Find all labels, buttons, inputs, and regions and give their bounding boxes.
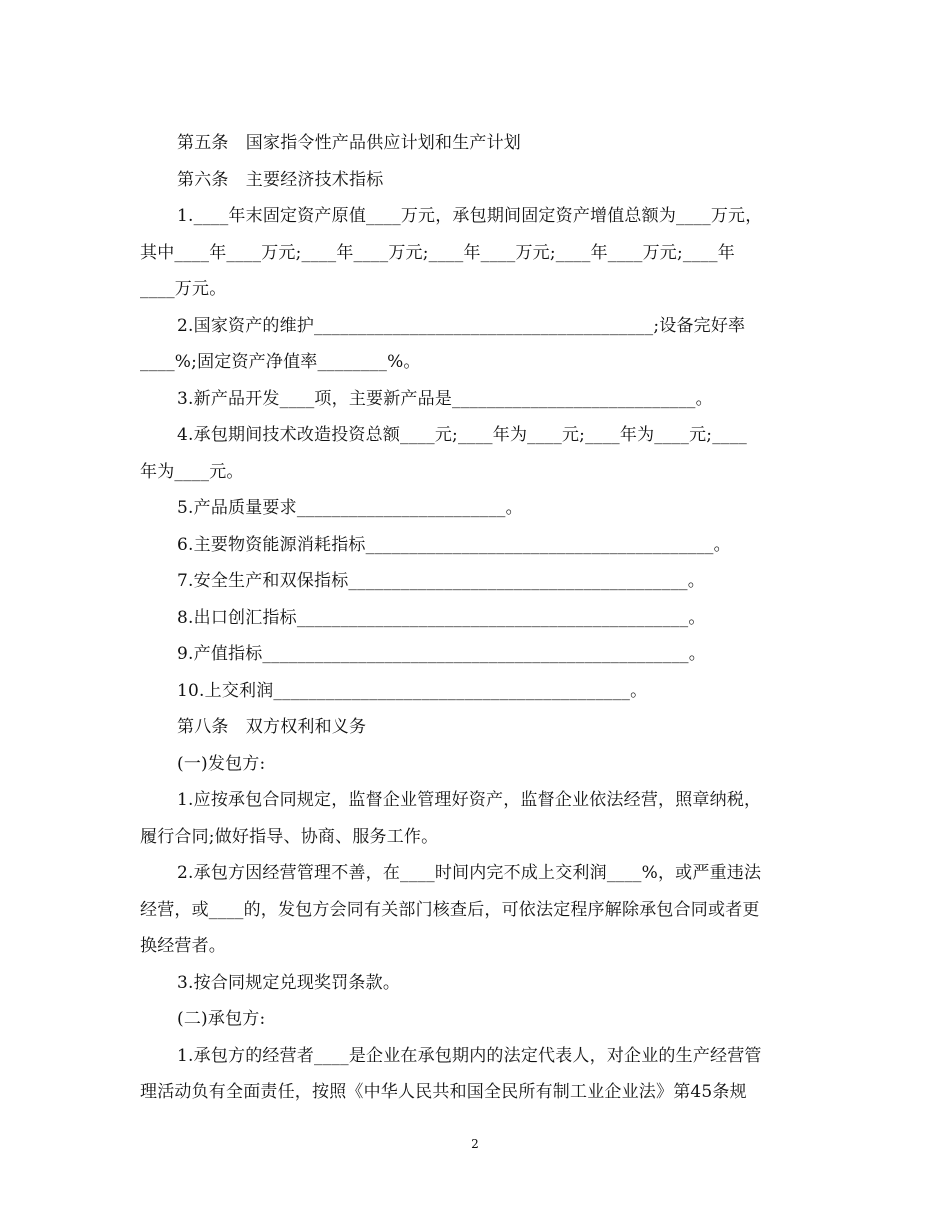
text-line: 经营，或____的，发包方会同有关部门核查后，可依法定程序解除承包合同或者更 — [140, 899, 760, 920]
text-line: 2.国家资产的维护_______________________________________;设备完好率 — [177, 315, 746, 336]
text-line: 第八条 双方权利和义务 — [177, 717, 367, 737]
text-line: 履行合同;做好指导、协商、服务工作。 — [140, 826, 439, 847]
document-body — [140, 125, 810, 1111]
text-line: 8.出口创汇指标_____________________________________________。 — [177, 607, 706, 628]
text-line: 换经营者。 — [140, 936, 226, 956]
text-line: ____%;固定资产净值率________%。 — [140, 352, 421, 372]
text-line: ____万元。 — [140, 279, 227, 299]
text-line: 9.产值指标_________________________________________________。 — [177, 644, 706, 664]
text-line: 其中____年____万元;____年____万元;____年____万元;____年____万元;____年 — [140, 242, 735, 263]
text-line: 第五条 国家指令性产品供应计划和生产计划 — [177, 133, 521, 153]
text-line: 10.上交利润_________________________________________。 — [177, 680, 648, 701]
text-line: 2.承包方因经营管理不善，在____时间内完不成上交利润____%，或严重违法 — [177, 863, 762, 883]
page-number: 2 — [471, 1137, 479, 1151]
text-line: 4.承包期间技术改造投资总额____元;____年为____元;____年为____元;____ — [177, 425, 748, 445]
text-line: 年为____元。 — [140, 461, 244, 482]
text-line: 1.承包方的经营者____是企业在承包期内的法定代表人，对企业的生产经营管 — [177, 1045, 762, 1066]
text-line: 3.新产品开发____项，主要新产品是____________________________。 — [177, 388, 713, 409]
text-line: 6.主要物资能源消耗指标________________________________________。 — [177, 534, 731, 555]
text-line: 7.安全生产和双保指标_______________________________________。 — [177, 571, 705, 591]
text-line: 第六条 主要经济技术指标 — [177, 169, 384, 190]
text-line: 5.产品质量要求________________________。 — [177, 498, 523, 518]
text-line: 3.按合同规定兑现奖罚条款。 — [177, 972, 401, 993]
text-line: 理活动负有全面责任，按照《中华人民共和国全民所有制工业企业法》第45条规 — [140, 1082, 747, 1102]
text-line: 1.____年末固定资产原值____万元，承包期间固定资产增值总额为____万元， — [177, 206, 763, 226]
text-line: (二)承包方: — [177, 1009, 266, 1029]
text-line: (一)发包方: — [177, 753, 266, 774]
text-line: 1.应按承包合同规定，监督企业管理好资产，监督企业依法经营，照章纳税， — [177, 790, 762, 810]
